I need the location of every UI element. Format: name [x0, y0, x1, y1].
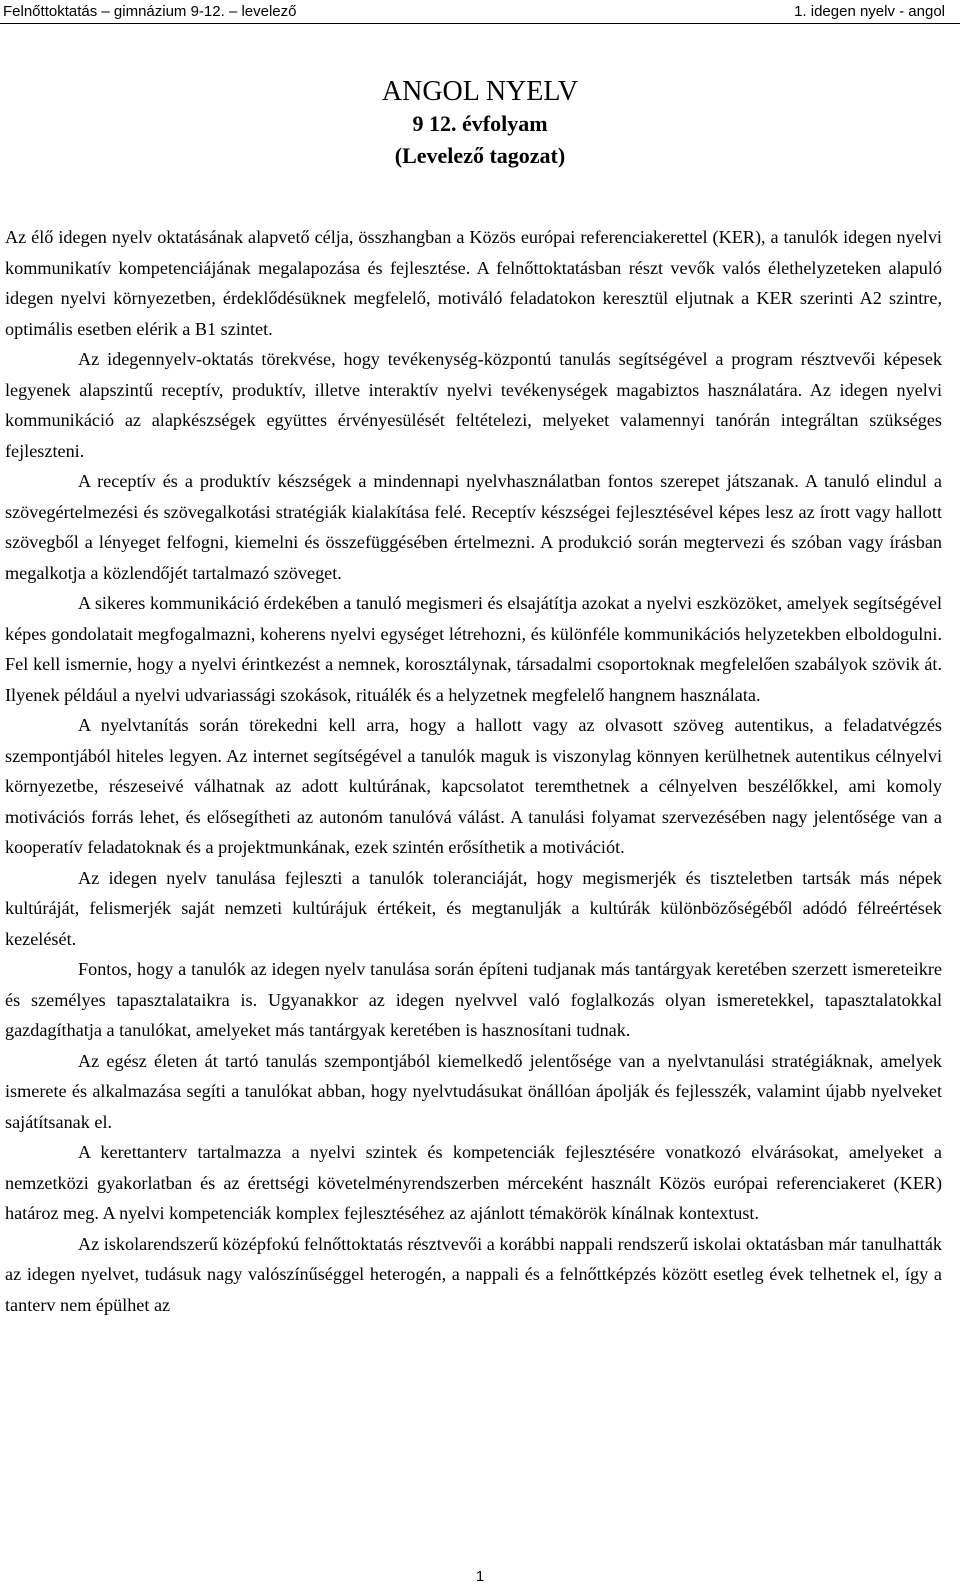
- document-title: ANGOL NYELV: [381, 76, 579, 107]
- paragraph-8: Az egész életen át tartó tanulás szempontjából kiemelkedő jelentősége van a nyelvtanulási stratégiáknak, amelyek ismerete és alkalmazása segíti a tanulókat abban, hogy nyelvtudásukat önállóan ápolják és fejlesszék, valamint újabb nyelveket sajátítsanak el.: [5, 1050, 942, 1132]
- study-mode: (Levelező tagozat): [394, 143, 566, 168]
- running-header: [0, 0, 960, 24]
- body-text: [5, 222, 942, 1320]
- paragraph-6: Az idegen nyelv tanulása fejleszti a tanulók toleranciáját, hogy megismerjék és tiszteletben tartsák más népek kultúráját, felismerjék saját nemzeti kultúrájuk értékeit, és megtanulják a kultúrák különbözőségéből adódó félreértések kezelését.: [5, 867, 942, 949]
- paragraph-1: Az élő idegen nyelv oktatásának alapvető célja, összhangban a Közös európai referenciakerettel (KER), a tanulók idegen nyelvi kommunikatív kompetenciájának megalapozása és fejlesztése. A felnőttoktatásban részt vevők valós élethelyzeteken alapuló idegen nyelvi környezetben, érdeklődésüknek megfelelő, motiváló feladatokon keresztül eljutnak a KER szerinti A2 szintre, optimális esetben elérik a B1 szintet.: [5, 227, 942, 339]
- document-title-block: [0, 76, 960, 172]
- paragraph-3: A receptív és a produktív készségek a mindennapi nyelvhasználatban fontos szerepet játszanak. A tanuló elindul a szövegértelmezési és szövegalkotási stratégiák kialakítása felé. Receptív készségei fejlesztésével képes lesz az írott vagy hallott szövegből a lényeget felfogni, kiemelni és összefüggésében értelmezni. A produkció során megtervezi és szóban vagy írásban megalkotja a közlendőjét tartalmazó szöveget.: [5, 471, 942, 583]
- paragraph-7: Fontos, hogy a tanulók az idegen nyelv tanulása során építeni tudjanak más tantárgyak keretében szerzett ismereteikre és személyes tapasztalataikra is. Ugyanakkor az idegen nyelvvel való foglalkozás olyan ismeretekkel, tapasztalatokkal gazdagíthatja a tanulókat, amelyeket más tantárgyak keretében is hasznosítani tudnak.: [5, 959, 942, 1040]
- header-subject-label: 1. idegen nyelv - angol: [794, 3, 945, 20]
- page-number: 1: [475, 1568, 485, 1585]
- header-rule: [0, 23, 960, 24]
- paragraph-4: A sikeres kommunikáció érdekében a tanuló megismeri és elsajátítja azokat a nyelvi eszközöket, amelyek segítségével képes gondolatait megfogalmazni, koherens nyelvi egységet létrehozni, és különféle kommunikációs helyzetekben elboldogulni. Fel kell ismernie, hogy a nyelvi érintkezést a nemnek, korosztálynak, társadalmi csoportoknak megfelelően szabályok szövik át. Ilyenek például a nyelvi udvariassági szokások, rituálék és a helyzetnek megfelelő hangnem használata.: [5, 593, 942, 705]
- paragraph-10: Az iskolarendszerű középfokú felnőttoktatás résztvevői a korábbi nappali rendszerű iskolai oktatásban már tanulhatták az idegen nyelvet, tudásuk nagy valószínűséggel heterogén, a nappali és a felnőttképzés között esetleg évek telhetnek el, így a tanterv nem épülhet az: [5, 1233, 942, 1315]
- grade-range: 9 12. évfolyam: [412, 111, 548, 136]
- paragraph-9: A kerettanterv tartalmazza a nyelvi szintek és kompetenciák fejlesztésére vonatkozó elvárásokat, amelyeket a nemzetközi gyakorlatban és az érettségi követelményrendszerben mérceként használt Közös európai referenciakeret (KER) határoz meg. A nyelvi kompetenciák komplex fejlesztéséhez az ajánlott témakörök kínálnak kontextust.: [5, 1142, 942, 1223]
- paragraph-5: A nyelvtanítás során törekedni kell arra, hogy a hallott vagy az olvasott szöveg autentikus, a feladatvégzés szempontjából hiteles legyen. Az internet segítségével a tanulók maguk is viszonylag könnyen kerülhetnek autentikus célnyelvi környezetbe, részeseivé válhatnak az adott kultúrának, kapcsolatot teremthetnek a célnyelven beszélőkkel, ami komoly motivációs forrás lehet, és elősegítheti az autonóm tanulóvá válást. A tanulási folyamat szervezésében nagy jelentősége van a kooperatív feladatoknak és a projektmunkának, ezek szintén erősíthetik a motivációt.: [5, 715, 942, 857]
- header-course-label: Felnőttoktatás – gimnázium 9-12. – levelező: [3, 3, 297, 20]
- paragraph-2: Az idegennyelv-oktatás törekvése, hogy tevékenység-központú tanulás segítségével a program résztvevői képesek legyenek alapszintű receptív, produktív, illetve interaktív nyelvi tevékenységek magabiztos használatára. Az idegen nyelvi kommunikáció az alapkészségek együttes érvényesülését feltételezi, melyeket valamennyi tanórán integráltan szükséges fejleszteni.: [5, 349, 942, 461]
